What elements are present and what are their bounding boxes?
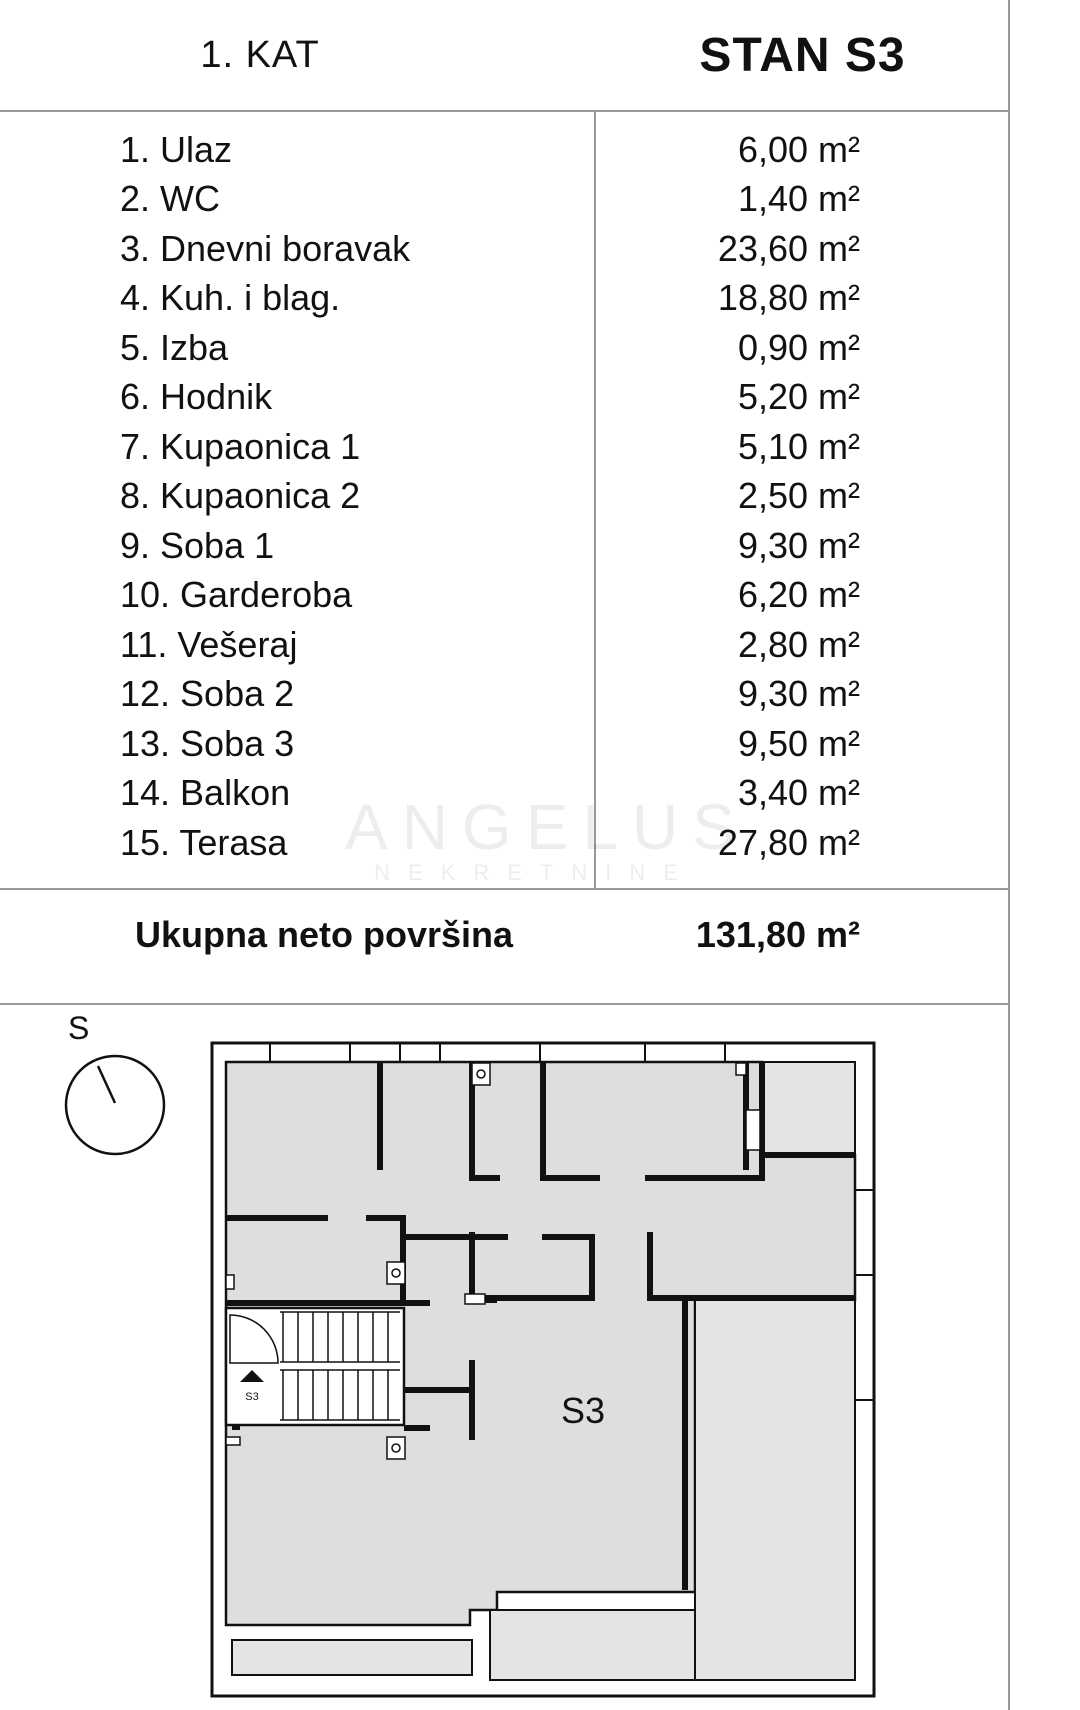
watermark-main: ANGELUS	[345, 791, 749, 863]
room-name: 8. Kupaonica 2	[120, 475, 361, 517]
room-area: 2,50 m²	[737, 475, 860, 517]
room-name: 9. Soba 1	[120, 524, 275, 566]
room-area: 18,80 m²	[717, 277, 860, 319]
room-name: 4. Kuh. i blag.	[120, 277, 341, 319]
room-name: 2. WC	[120, 178, 221, 220]
watermark-sub: NEKRETNINE	[374, 860, 696, 885]
room-name: 14. Balkon	[120, 772, 291, 814]
compass-label: S	[68, 1010, 90, 1046]
room-area: 2,80 m²	[737, 623, 860, 665]
room-area: 9,30 m²	[737, 673, 860, 715]
room-area: 5,20 m²	[737, 376, 860, 418]
total-label: Ukupna neto površina	[135, 914, 514, 955]
room-name: 1. Ulaz	[120, 128, 233, 170]
room-area: 6,00 m²	[737, 128, 860, 170]
room-area: 1,40 m²	[737, 178, 860, 220]
plan-structure	[212, 1043, 874, 1696]
room-area: 5,10 m²	[737, 425, 860, 467]
plan-unit-label: S3	[560, 1390, 606, 1431]
room-name: 5. Izba	[120, 326, 229, 368]
room-area: 6,20 m²	[737, 574, 860, 616]
room-area: 23,60 m²	[717, 227, 860, 269]
stair-label: S3	[245, 1391, 259, 1403]
room-name: 11. Vešeraj	[120, 623, 298, 665]
room-name: 13. Soba 3	[120, 722, 295, 764]
room-name: 6. Hodnik	[120, 376, 273, 418]
room-area: 0,90 m²	[737, 326, 860, 368]
room-area: 9,50 m²	[737, 722, 860, 764]
room-name: 3. Dnevni boravak	[120, 227, 411, 269]
room-name: 7. Kupaonica 1	[120, 425, 361, 467]
floor-label: 1. KAT	[200, 33, 320, 76]
total-value: 131,80 m²	[695, 914, 860, 955]
unit-title: STAN S3	[699, 28, 906, 82]
room-name: 12. Soba 2	[120, 673, 295, 715]
compass-icon	[66, 1056, 164, 1154]
room-area: 3,40 m²	[737, 772, 860, 814]
room-area: 9,30 m²	[737, 524, 860, 566]
room-name: 15. Terasa	[120, 821, 288, 863]
room-name: 10. Garderoba	[120, 574, 353, 616]
room-area: 27,80 m²	[717, 821, 860, 863]
